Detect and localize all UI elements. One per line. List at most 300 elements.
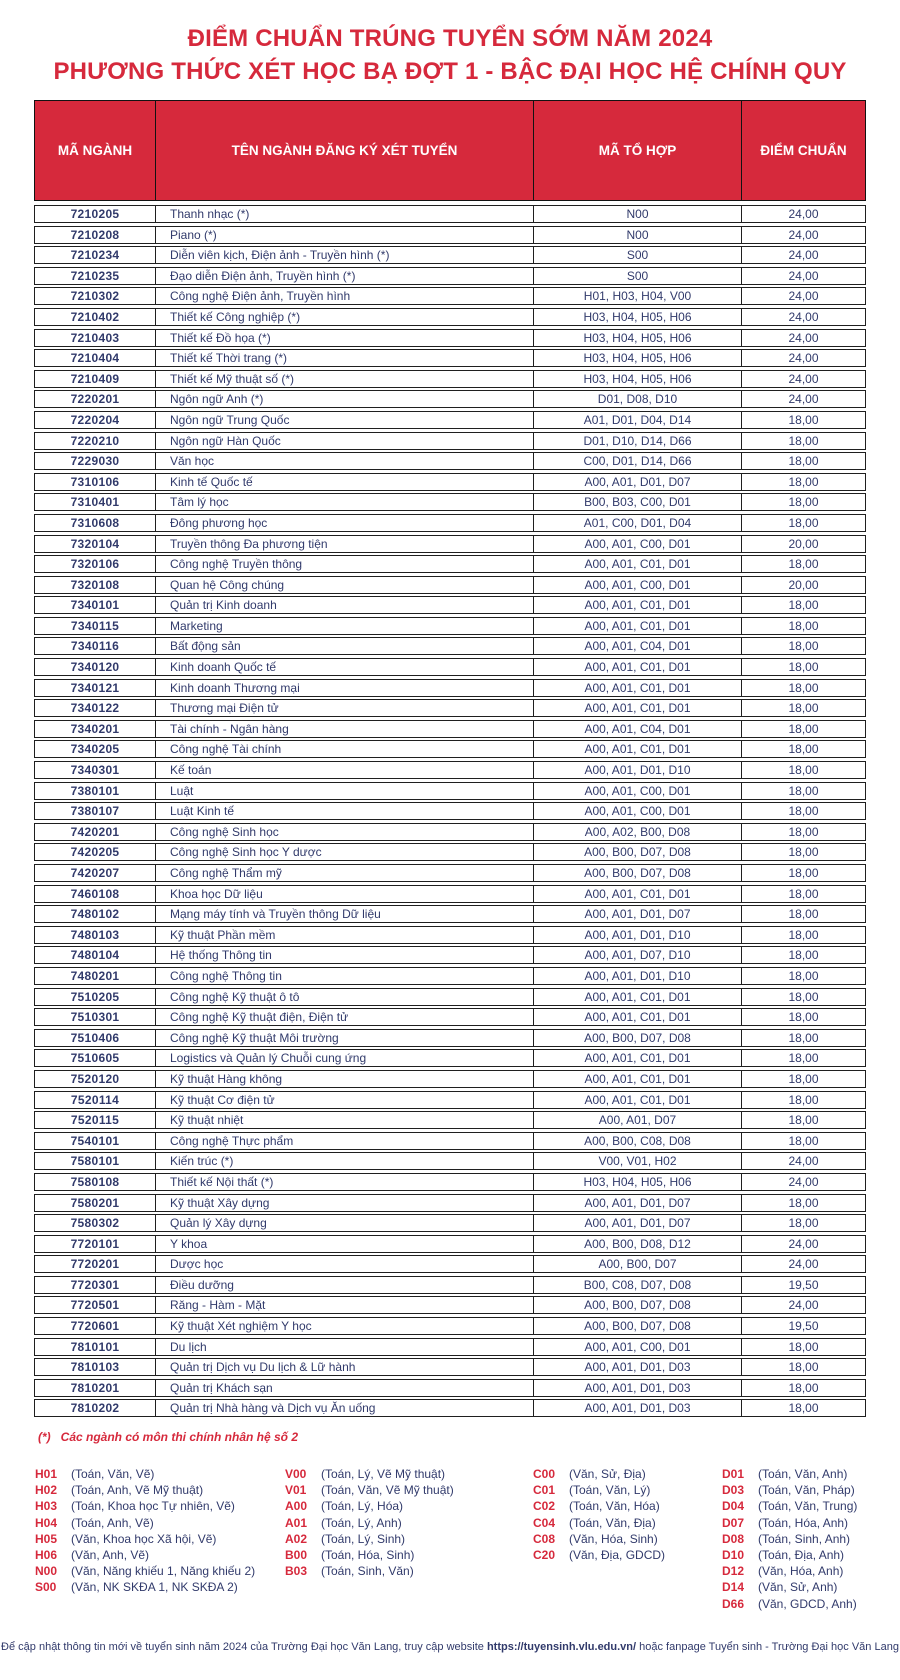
score-cell: 24,00 — [741, 288, 865, 304]
major-name-cell: Luật — [155, 783, 533, 799]
table-row — [34, 308, 866, 326]
combo-cell: A00, A01, D01, D07 — [533, 906, 741, 922]
score-cell: 24,00 — [741, 371, 865, 387]
score-cell: 19,50 — [741, 1318, 865, 1334]
legend-desc: (Văn, Địa, GDCD) — [569, 1548, 666, 1563]
legend-desc: (Văn, Khoa học Xã hội, Vẽ) — [71, 1531, 217, 1546]
combo-cell: A00, B00, D07 — [533, 1256, 741, 1272]
major-code-cell: 7210402 — [70, 309, 120, 324]
score-cell: 24,00 — [741, 330, 865, 346]
legend-code: H03 — [35, 1499, 58, 1514]
major-name-cell: Ngôn ngữ Hàn Quốc — [155, 433, 533, 449]
major-name-cell: Công nghệ Tài chính — [155, 741, 533, 757]
major-code-cell: 7220210 — [70, 433, 120, 448]
score-cell: 18,00 — [741, 638, 865, 654]
legend-item — [533, 1531, 722, 1547]
table-row — [34, 1132, 866, 1150]
major-code-cell: 7520114 — [70, 1092, 120, 1107]
score-cell: 20,00 — [741, 577, 865, 593]
major-code-cell: 7310608 — [70, 515, 120, 530]
major-code-cell: 7720601 — [70, 1319, 120, 1334]
score-cell: 18,00 — [741, 906, 865, 922]
footer-suffix: hoặc fanpage Tuyển sinh - Trường Đại học Văn Lang — [636, 1641, 899, 1653]
major-code-cell: 7580302 — [70, 1216, 120, 1231]
score-cell: 24,00 — [741, 350, 865, 366]
table-row — [34, 885, 866, 903]
major-name-cell: Du lịch — [155, 1339, 533, 1355]
score-cell: 18,00 — [741, 597, 865, 613]
legend-item — [722, 1515, 872, 1531]
combo-cell: A00, A01, C00, D01 — [533, 1339, 741, 1355]
table-row — [34, 679, 866, 697]
score-cell: 19,50 — [741, 1277, 865, 1293]
score-cell: 24,00 — [741, 206, 865, 222]
table-row — [34, 390, 866, 408]
score-cell: 18,00 — [741, 1030, 865, 1046]
major-code-cell: 7210208 — [70, 227, 120, 242]
legend-desc: (Toán, Địa, Anh) — [758, 1548, 845, 1563]
combo-cell: A00, A01, C00, D01 — [533, 803, 741, 819]
score-cell: 24,00 — [741, 247, 865, 263]
legend-desc: (Toán, Văn, Lý) — [569, 1483, 651, 1498]
legend-code: H01 — [35, 1467, 58, 1481]
combo-cell: A00, A01, C01, D01 — [533, 741, 741, 757]
major-code-cell: 7720201 — [70, 1257, 120, 1272]
score-cell: 18,00 — [741, 515, 865, 531]
major-name-cell: Kỹ thuật Phần mềm — [155, 927, 533, 943]
table-row — [34, 1214, 866, 1232]
major-name-cell: Thương mại Điện tử — [155, 700, 533, 716]
legend-code: C08 — [533, 1531, 556, 1546]
combo-cell: A00, A01, C01, D01 — [533, 680, 741, 696]
major-code-cell: 7510205 — [70, 989, 120, 1004]
combo-cell: A00, A01, C00, D01 — [533, 536, 741, 552]
table-row — [34, 473, 866, 491]
legend-item — [285, 1498, 533, 1514]
major-name-cell: Kỹ thuật Xét nghiệm Y học — [155, 1318, 533, 1334]
major-name-cell: Công nghệ Kỹ thuật Môi trường — [155, 1030, 533, 1046]
major-name-cell: Đông phương học — [155, 515, 533, 531]
major-name-cell: Thiết kế Đồ họa (*) — [155, 330, 533, 346]
table-row — [34, 205, 866, 223]
legend-item — [722, 1482, 872, 1498]
combo-cell: A00, A01, C01, D01 — [533, 989, 741, 1005]
legend-desc: (Toán, Sinh, Văn) — [321, 1564, 414, 1579]
table-row — [34, 226, 866, 244]
score-cell: 18,00 — [741, 762, 865, 778]
major-code-cell: 7340122 — [70, 701, 120, 716]
combo-cell: H01, H03, H04, V00 — [533, 288, 741, 304]
title-line-2: PHƯƠNG THỨC XÉT HỌC BẠ ĐỢT 1 - BẬC ĐẠI HỌC HỆ CHÍNH QUY — [53, 58, 847, 85]
score-cell: 18,00 — [741, 1112, 865, 1128]
major-name-cell: Kiến trúc (*) — [155, 1153, 533, 1169]
major-name-cell: Công nghệ Kỹ thuật điện, Điện tử — [155, 1009, 533, 1025]
score-cell: 18,00 — [741, 433, 865, 449]
legend-item — [285, 1547, 533, 1563]
major-name-cell: Điều dưỡng — [155, 1277, 533, 1293]
table-row — [34, 658, 866, 676]
major-code-cell: 7510406 — [70, 1030, 120, 1045]
score-cell: 18,00 — [741, 824, 865, 840]
major-name-cell: Kỹ thuật Hàng không — [155, 1071, 533, 1087]
table-body — [34, 205, 866, 1417]
major-code-cell: 7420207 — [70, 866, 120, 880]
score-cell: 24,00 — [741, 227, 865, 243]
legend-item — [722, 1531, 872, 1547]
legend-desc: (Văn, GDCD, Anh) — [758, 1596, 857, 1611]
score-cell: 18,00 — [741, 1195, 865, 1211]
combo-cell: A00, A01, C01, D01 — [533, 1050, 741, 1066]
combo-cell: A00, B00, C08, D08 — [533, 1133, 741, 1149]
combo-cell: A00, A01, C01, D01 — [533, 597, 741, 613]
major-code-cell: 7210235 — [70, 268, 120, 283]
combo-cell: A00, B00, D07, D08 — [533, 865, 741, 881]
score-cell: 18,00 — [741, 947, 865, 963]
title-line-1: ĐIỂM CHUẨN TRÚNG TUYỂN SỚM NĂM 2024 — [187, 25, 713, 52]
major-name-cell: Diễn viên kịch, Điện ảnh - Truyền hình (*) — [155, 247, 533, 263]
score-cell: 18,00 — [741, 886, 865, 902]
table-row — [34, 1152, 866, 1170]
combo-cell: A00, A01, C01, D01 — [533, 618, 741, 634]
major-code-cell: 7720301 — [70, 1277, 120, 1292]
major-code-cell: 7320104 — [70, 536, 120, 551]
legend-desc: (Toán, Văn, Địa) — [569, 1515, 656, 1530]
combo-cell: A00, A01, D01, D03 — [533, 1400, 741, 1416]
major-name-cell: Dược học — [155, 1256, 533, 1272]
page-title — [0, 22, 900, 88]
legend-desc: (Văn, Hóa, Anh) — [758, 1564, 844, 1579]
combo-cell: A00, A01, D07, D10 — [533, 947, 741, 963]
major-code-cell: 7520120 — [70, 1071, 120, 1086]
combo-cell: A00, A01, D01, D07 — [533, 1195, 741, 1211]
legend-code: D66 — [722, 1596, 745, 1611]
combo-cell: N00 — [533, 206, 741, 222]
major-name-cell: Quan hệ Công chúng — [155, 577, 533, 593]
table-row — [34, 287, 866, 305]
combo-cell: B00, B03, C00, D01 — [533, 494, 741, 510]
major-name-cell: Công nghệ Thông tin — [155, 968, 533, 984]
combo-cell: A00, A01, C01, D01 — [533, 700, 741, 716]
score-cell: 18,00 — [741, 1400, 865, 1416]
table-row — [34, 1173, 866, 1191]
legend-desc: (Văn, Năng khiếu 1, Năng khiếu 2) — [71, 1564, 256, 1579]
score-cell: 18,00 — [741, 741, 865, 757]
table-row — [34, 1111, 866, 1129]
score-cell: 18,00 — [741, 1092, 865, 1108]
combo-cell: A00, B00, D07, D08 — [533, 844, 741, 860]
legend-column — [722, 1466, 872, 1612]
legend-item — [722, 1547, 872, 1563]
major-code-cell: 7340116 — [70, 639, 120, 654]
table-row — [34, 1338, 866, 1356]
combo-cell: A00, A02, B00, D08 — [533, 824, 741, 840]
major-name-cell: Kỹ thuật Cơ điện tử — [155, 1092, 533, 1108]
score-cell: 24,00 — [741, 309, 865, 325]
table-row — [34, 576, 866, 594]
legend-item — [722, 1596, 872, 1612]
score-cell: 18,00 — [741, 1215, 865, 1231]
legend-item — [533, 1498, 722, 1514]
table-row — [34, 411, 866, 429]
score-cell: 18,00 — [741, 1359, 865, 1375]
legend-code: C01 — [533, 1483, 556, 1498]
table-row — [34, 246, 866, 264]
major-code-cell: 7320106 — [70, 557, 120, 572]
major-code-cell: 7810201 — [70, 1380, 120, 1395]
table-row — [34, 432, 866, 450]
score-cell: 18,00 — [741, 1050, 865, 1066]
legend-code: A01 — [285, 1515, 308, 1530]
legend-desc: (Văn, NK SKĐA 1, NK SKĐA 2) — [71, 1580, 238, 1595]
combo-cell: A00, A01, C00, D01 — [533, 783, 741, 799]
header-score: ĐIỂM CHUẨN — [741, 101, 865, 200]
table-header-row — [34, 100, 866, 201]
major-name-cell: Răng - Hàm - Mặt — [155, 1297, 533, 1313]
major-code-cell: 7380107 — [70, 804, 120, 819]
score-cell: 18,00 — [741, 412, 865, 428]
legend-code: H02 — [35, 1483, 58, 1498]
table-row — [34, 1317, 866, 1335]
score-cell: 24,00 — [741, 391, 865, 407]
legend-desc: (Toán, Lý, Anh) — [321, 1515, 402, 1530]
admission-score-table — [34, 100, 866, 1420]
table-row — [34, 926, 866, 944]
major-code-cell: 7480201 — [70, 968, 120, 983]
major-name-cell: Marketing — [155, 618, 533, 634]
major-code-cell: 7210302 — [70, 289, 120, 304]
table-row — [34, 967, 866, 985]
table-row — [34, 1255, 866, 1273]
combo-code-legend — [35, 1466, 875, 1612]
major-code-cell: 7310106 — [70, 474, 120, 489]
combo-cell: H03, H04, H05, H06 — [533, 1174, 741, 1190]
legend-item — [533, 1515, 722, 1531]
table-row — [34, 1070, 866, 1088]
combo-cell: A00, A01, C01, D01 — [533, 1009, 741, 1025]
table-row — [34, 329, 866, 347]
major-name-cell: Piano (*) — [155, 227, 533, 243]
legend-column — [35, 1466, 285, 1612]
major-name-cell: Quản trị Khách sạn — [155, 1380, 533, 1396]
major-code-cell: 7810202 — [70, 1401, 120, 1416]
score-cell: 18,00 — [741, 659, 865, 675]
footnote-text: Các ngành có môn thi chính nhân hệ số 2 — [60, 1430, 299, 1444]
legend-code: H04 — [35, 1515, 58, 1530]
combo-cell: H03, H04, H05, H06 — [533, 309, 741, 325]
major-name-cell: Mạng máy tính và Truyền thông Dữ liệu — [155, 906, 533, 922]
major-code-cell: 7810101 — [70, 1339, 120, 1354]
combo-cell: A00, A01, D01, D10 — [533, 927, 741, 943]
major-name-cell: Tài chính - Ngân hàng — [155, 721, 533, 737]
combo-cell: A00, A01, D01, D07 — [533, 474, 741, 490]
legend-code: N00 — [35, 1564, 58, 1579]
legend-code: D08 — [722, 1531, 745, 1546]
major-code-cell: 7420201 — [70, 824, 120, 839]
combo-cell: V00, V01, H02 — [533, 1153, 741, 1169]
legend-desc: (Toán, Khoa học Tự nhiên, Vẽ) — [71, 1499, 235, 1514]
table-row — [34, 555, 866, 573]
legend-code: A00 — [285, 1499, 308, 1514]
combo-cell: A00, B00, D08, D12 — [533, 1236, 741, 1252]
table-row — [34, 514, 866, 532]
table-row — [34, 349, 866, 367]
table-row — [34, 637, 866, 655]
legend-code: V00 — [285, 1467, 307, 1481]
major-name-cell: Luật Kinh tế — [155, 803, 533, 819]
combo-cell: A00, A01, C00, D01 — [533, 577, 741, 593]
combo-cell: H03, H04, H05, H06 — [533, 371, 741, 387]
combo-cell: S00 — [533, 268, 741, 284]
major-name-cell: Tâm lý học — [155, 494, 533, 510]
legend-code: H05 — [35, 1531, 58, 1546]
footer-website-link[interactable]: https://tuyensinh.vlu.edu.vn/ — [486, 1641, 637, 1653]
table-row — [34, 782, 866, 800]
header-major-name: TÊN NGÀNH ĐĂNG KÝ XÉT TUYỂN — [155, 101, 533, 200]
major-code-cell: 7210403 — [70, 330, 120, 345]
table-row — [34, 267, 866, 285]
table-row — [34, 988, 866, 1006]
major-code-cell: 7340101 — [70, 598, 120, 613]
legend-desc: (Toán, Hóa, Anh) — [758, 1515, 849, 1530]
score-cell: 18,00 — [741, 989, 865, 1005]
combo-cell: A00, A01, C01, D01 — [533, 556, 741, 572]
score-cell: 18,00 — [741, 1380, 865, 1396]
score-cell: 18,00 — [741, 844, 865, 860]
major-code-cell: 7380101 — [70, 783, 120, 798]
major-code-cell: 7580101 — [70, 1154, 120, 1169]
legend-item — [35, 1579, 285, 1595]
major-code-cell: 7540101 — [70, 1133, 120, 1148]
legend-code: C02 — [533, 1499, 556, 1514]
legend-desc: (Toán, Văn, Vẽ Mỹ thuật) — [321, 1483, 454, 1498]
major-code-cell: 7210404 — [70, 351, 120, 366]
score-cell: 18,00 — [741, 474, 865, 490]
table-row — [34, 370, 866, 388]
score-cell: 20,00 — [741, 536, 865, 552]
legend-desc: (Văn, Anh, Vẽ) — [71, 1548, 150, 1563]
score-cell: 24,00 — [741, 1297, 865, 1313]
major-name-cell: Khoa học Dữ liệu — [155, 886, 533, 902]
combo-cell: A00, A01, D01, D03 — [533, 1380, 741, 1396]
legend-desc: (Văn, Sử, Anh) — [758, 1580, 838, 1595]
major-name-cell: Quản trị Dịch vụ Du lịch & Lữ hành — [155, 1359, 533, 1375]
combo-cell: A00, A01, D01, D03 — [533, 1359, 741, 1375]
score-cell: 18,00 — [741, 927, 865, 943]
major-name-cell: Công nghệ Thẩm mỹ — [155, 865, 533, 881]
combo-cell: A00, B00, D07, D08 — [533, 1297, 741, 1313]
major-name-cell: Kỹ thuật nhiệt — [155, 1112, 533, 1128]
major-name-cell: Công nghệ Truyền thông — [155, 556, 533, 572]
table-row — [34, 1379, 866, 1397]
legend-item — [533, 1482, 722, 1498]
major-code-cell: 7480103 — [70, 927, 120, 942]
table-row — [34, 843, 866, 861]
table-row — [34, 761, 866, 779]
legend-desc: (Toán, Văn, Anh) — [758, 1467, 848, 1481]
combo-cell: A00, A01, C04, D01 — [533, 638, 741, 654]
legend-item — [722, 1466, 872, 1482]
major-code-cell: 7810103 — [70, 1360, 120, 1375]
combo-cell: D01, D08, D10 — [533, 391, 741, 407]
combo-cell: D01, D10, D14, D66 — [533, 433, 741, 449]
score-cell: 18,00 — [741, 1071, 865, 1087]
table-row — [34, 740, 866, 758]
major-code-cell: 7420205 — [70, 845, 120, 860]
major-code-cell: 7340120 — [70, 660, 120, 675]
legend-item — [285, 1531, 533, 1547]
major-name-cell: Công nghệ Sinh học — [155, 824, 533, 840]
combo-cell: A00, A01, D07 — [533, 1112, 741, 1128]
legend-item — [35, 1466, 285, 1482]
major-name-cell: Ngôn ngữ Trung Quốc — [155, 412, 533, 428]
combo-cell: A00, B00, D07, D08 — [533, 1318, 741, 1334]
major-name-cell: Thiết kế Nội thất (*) — [155, 1174, 533, 1190]
legend-desc: (Toán, Anh, Vẽ Mỹ thuật) — [71, 1483, 204, 1498]
table-row — [34, 1399, 866, 1417]
major-code-cell: 7520115 — [70, 1113, 120, 1128]
major-code-cell: 7340205 — [70, 742, 120, 757]
major-name-cell: Ngôn ngữ Anh (*) — [155, 391, 533, 407]
major-code-cell: 7720501 — [70, 1298, 120, 1313]
score-cell: 18,00 — [741, 1133, 865, 1149]
major-code-cell: 7340115 — [70, 618, 120, 633]
table-row — [34, 1091, 866, 1109]
combo-cell: A00, A01, D01, D07 — [533, 1215, 741, 1231]
table-row — [34, 1049, 866, 1067]
score-cell: 24,00 — [741, 1153, 865, 1169]
score-cell: 18,00 — [741, 783, 865, 799]
major-name-cell: Đạo diễn Điện ảnh, Truyền hình (*) — [155, 268, 533, 284]
table-row — [34, 535, 866, 553]
legend-code: D14 — [722, 1580, 745, 1595]
table-row — [34, 720, 866, 738]
major-code-cell: 7210409 — [70, 371, 120, 386]
legend-code: D01 — [722, 1467, 745, 1481]
major-name-cell: Kinh tế Quốc tế — [155, 474, 533, 490]
major-code-cell: 7210205 — [70, 207, 120, 221]
combo-cell: A00, A01, C01, D01 — [533, 1092, 741, 1108]
legend-item — [533, 1466, 722, 1482]
table-row — [34, 452, 866, 470]
legend-item — [722, 1563, 872, 1579]
table-row — [34, 1358, 866, 1376]
legend-code: D03 — [722, 1483, 745, 1498]
score-cell: 18,00 — [741, 1009, 865, 1025]
major-code-cell: 7210234 — [70, 248, 120, 263]
major-name-cell: Kinh doanh Thương mại — [155, 680, 533, 696]
major-name-cell: Công nghệ Thực phẩm — [155, 1133, 533, 1149]
major-name-cell: Công nghệ Điện ảnh, Truyền hình — [155, 288, 533, 304]
combo-cell: H03, H04, H05, H06 — [533, 350, 741, 366]
footer-prefix: Để cập nhật thông tin mới về tuyển sinh năm 2024 của Trường Đại học Văn Lang, truy cập website — [1, 1641, 487, 1653]
major-name-cell: Thanh nhạc (*) — [155, 206, 533, 222]
major-code-cell: 7310401 — [70, 495, 120, 510]
legend-code: C04 — [533, 1515, 556, 1530]
legend-code: D04 — [722, 1499, 745, 1514]
legend-desc: (Toán, Sinh, Anh) — [758, 1531, 851, 1546]
major-code-cell: 7720101 — [70, 1236, 120, 1251]
legend-item — [35, 1547, 285, 1563]
combo-cell: A00, A01, C04, D01 — [533, 721, 741, 737]
legend-column — [533, 1466, 722, 1612]
major-code-cell: 7320108 — [70, 577, 120, 592]
combo-cell: C00, D01, D14, D66 — [533, 453, 741, 469]
major-name-cell: Thiết kế Mỹ thuật số (*) — [155, 371, 533, 387]
major-code-cell: 7510605 — [70, 1051, 120, 1066]
score-cell: 18,00 — [741, 618, 865, 634]
table-row — [34, 1296, 866, 1314]
score-cell: 18,00 — [741, 556, 865, 572]
